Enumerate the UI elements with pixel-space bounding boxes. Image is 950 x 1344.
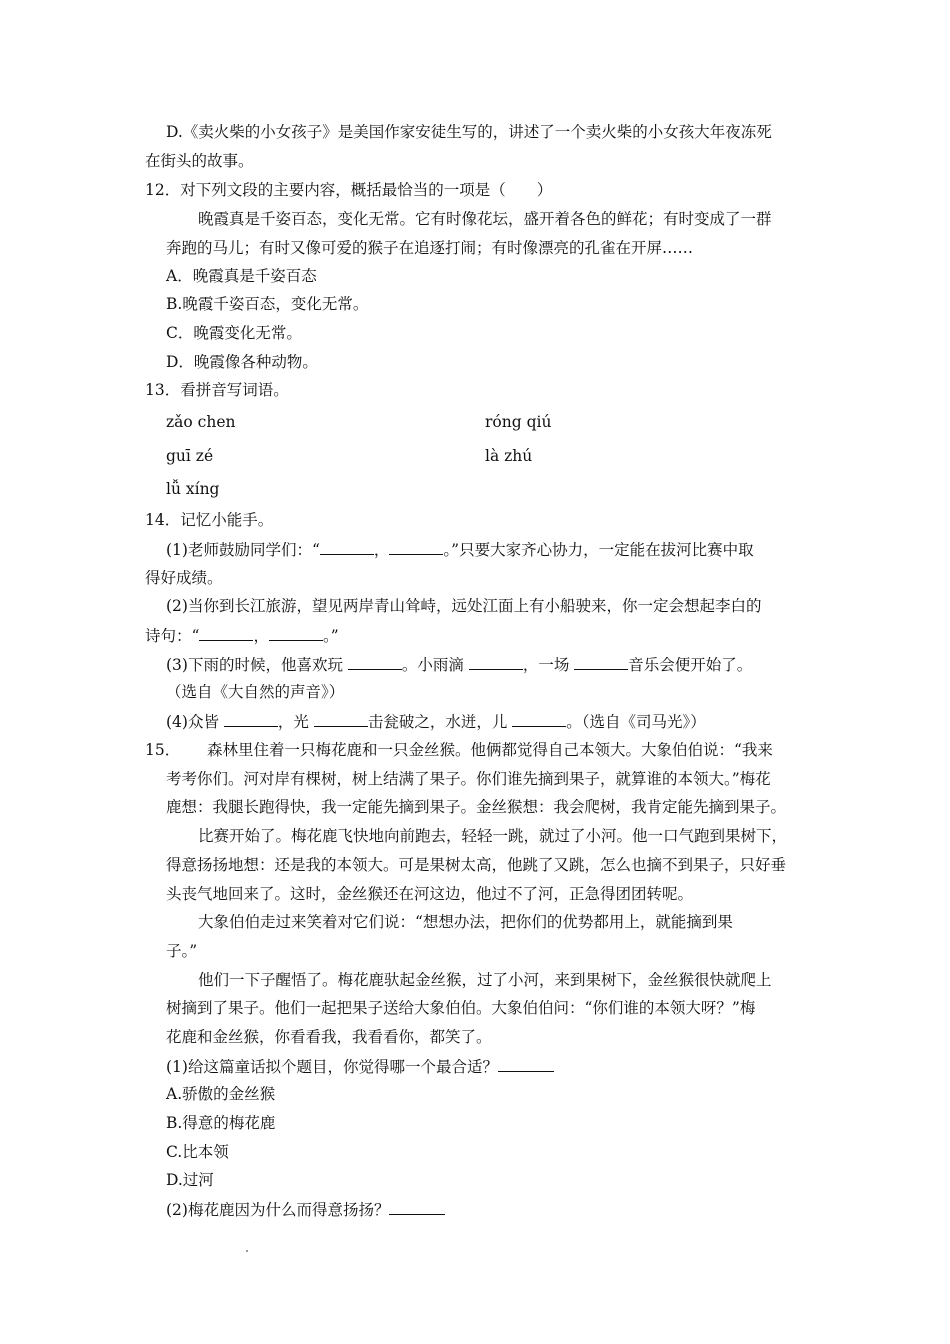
q14-p3-text-d: 音乐会便开始了。 xyxy=(628,656,753,674)
q14-p2-text-b: ， xyxy=(253,627,269,645)
q14-part1-line1 xyxy=(166,539,754,560)
q13-pinyin-2: róng qiú xyxy=(485,413,552,431)
answer-blank[interactable] xyxy=(269,625,323,641)
q15-para2-line2: 得意扬扬地想：还是我的本领大。可是果树太高，他跳了又跳，怎么也摘不到果子，只好垂 xyxy=(166,856,787,874)
q15-para1-line3: 鹿想：我腿长跑得快，我一定能先摘到果子。金丝猴想：我会爬树，我肯定能先摘到果子。 xyxy=(166,798,787,816)
q14-part2-line2 xyxy=(145,625,339,646)
q12-option-b: B.晚霞千姿百态，变化无常。 xyxy=(166,295,369,313)
q12-passage-line2: 奔跑的马儿；有时又像可爱的猴子在追逐打闹；有时像漂亮的孔雀在开屏…… xyxy=(166,239,694,257)
q14-p1-text-c: 。”只要大家齐心协力，一定能在拔河比赛中取 xyxy=(443,541,754,559)
answer-blank[interactable] xyxy=(320,539,374,555)
q15-para4-line1: 他们一下子醒悟了。梅花鹿驮起金丝猴，过了小河，来到果树下，金丝猴很快就爬上 xyxy=(198,971,772,989)
q15-sub2-question xyxy=(166,1199,445,1220)
q14-p2-text-a: 诗句：“ xyxy=(145,627,200,645)
q15-sub1-option-c: C.比本领 xyxy=(166,1143,229,1161)
q13-pinyin-3: guī zé xyxy=(166,447,214,465)
q14-p4-text-c: 击瓮破之，水迸，儿 xyxy=(367,713,513,731)
answer-blank[interactable] xyxy=(314,711,368,727)
q12-stem: 12．对下列文段的主要内容，概括最恰当的一项是（ ） xyxy=(145,181,553,199)
q15-para3-line1: 大象伯伯走过来笑着对它们说：“想想办法，把你们的优势都用上，就能摘到果 xyxy=(198,913,733,931)
q14-part4 xyxy=(166,711,706,732)
answer-blank[interactable] xyxy=(512,711,566,727)
q13-pinyin-5: lǚ xíng xyxy=(166,480,220,498)
q11-option-d-line1: D.《卖火柴的小女孩子》是美国作家安徒生写的，讲述了一个卖火柴的小女孩大年夜冻死 xyxy=(166,123,772,141)
q15-para4-line2: 树摘到了果子。他们一起把果子送给大象伯伯。大象伯伯问：“你们谁的本领大呀？”梅 xyxy=(166,999,756,1017)
q12-option-d: D．晚霞像各种动物。 xyxy=(166,353,318,371)
q14-part3-line2: （选自《大自然的声音》） xyxy=(166,683,345,701)
q13-stem: 13．看拼音写词语。 xyxy=(145,381,289,399)
q15-para2-line1: 比赛开始了。梅花鹿飞快地向前跑去，轻轻一跳，就过了小河。他一口气跑到果树下， xyxy=(198,827,788,845)
q14-p1-text-b: ， xyxy=(373,541,390,559)
q14-p3-text-b: 。小雨滴 xyxy=(401,656,469,674)
q12-option-c: C．晚霞变化无常。 xyxy=(166,324,302,342)
q14-p3-text-a: (3)下雨的时候，他喜欢玩 xyxy=(166,656,348,674)
q15-sub2-text: (2)梅花鹿因为什么而得意扬扬？ xyxy=(166,1201,390,1219)
q15-para4-line3: 花鹿和金丝猴，你看看我，我看看你，都笑了。 xyxy=(166,1028,492,1046)
q14-part2-line1: (2)当你到长江旅游，望见两岸青山耸峙，远处江面上有小船驶来，你一定会想起李白的 xyxy=(166,597,762,615)
q15-para1-line1: 森林里住着一只梅花鹿和一只金丝猴。他俩都觉得自己本领大。大象伯伯说：“我来 xyxy=(207,741,773,759)
q14-stem: 14．记忆小能手。 xyxy=(145,511,274,529)
answer-blank[interactable] xyxy=(574,654,628,670)
q15-number: 15． xyxy=(145,741,181,759)
answer-blank[interactable] xyxy=(389,539,443,555)
q15-para3-line2: 子。” xyxy=(166,942,198,960)
q14-p4-text-b: ，光 xyxy=(277,713,314,731)
page-speck xyxy=(246,1250,248,1252)
q11-option-d-line2: 在街头的故事。 xyxy=(145,152,254,170)
answer-blank[interactable] xyxy=(469,654,523,670)
q14-p4-text-a: (4)众皆 xyxy=(166,713,224,731)
q14-p1-text-a: (1)老师鼓励同学们：“ xyxy=(166,541,320,559)
q15-sub1-option-b: B.得意的梅花鹿 xyxy=(166,1114,276,1132)
q15-sub1-option-d: D.过河 xyxy=(166,1171,214,1189)
q14-p4-text-d: 。（选自《司马光》） xyxy=(566,713,706,731)
answer-blank[interactable] xyxy=(199,625,253,641)
answer-blank[interactable] xyxy=(389,1199,445,1215)
q15-sub1-text: (1)给这篇童话拟个题目，你觉得哪一个最合适？ xyxy=(166,1058,498,1076)
q13-pinyin-1: zǎo chen xyxy=(166,413,236,431)
q15-para1-line2: 考考你们。河对岸有棵树，树上结满了果子。你们谁先摘到果子，就算谁的本领大。”梅花 xyxy=(166,770,771,788)
q15-para2-line3: 头丧气地回来了。这时，金丝猴还在河这边，他过不了河，正急得团团转呢。 xyxy=(166,885,694,903)
q14-part3-line1 xyxy=(166,654,752,675)
q14-part1-line2: 得好成绩。 xyxy=(145,569,223,587)
q13-pinyin-4: là zhú xyxy=(485,447,533,465)
answer-blank[interactable] xyxy=(224,711,278,727)
q12-option-a: A．晚霞真是千姿百态 xyxy=(166,267,317,285)
q14-p3-text-c: ，一场 xyxy=(522,656,575,674)
answer-blank[interactable] xyxy=(348,654,402,670)
q12-passage-line1: 晚霞真是千姿百态，变化无常。它有时像花坛，盛开着各色的鲜花；有时变成了一群 xyxy=(198,210,772,228)
q15-sub1-question xyxy=(166,1056,554,1077)
q15-sub1-option-a: A.骄傲的金丝猴 xyxy=(166,1085,276,1103)
answer-blank[interactable] xyxy=(498,1056,554,1072)
q14-p2-text-c: 。” xyxy=(322,627,339,645)
